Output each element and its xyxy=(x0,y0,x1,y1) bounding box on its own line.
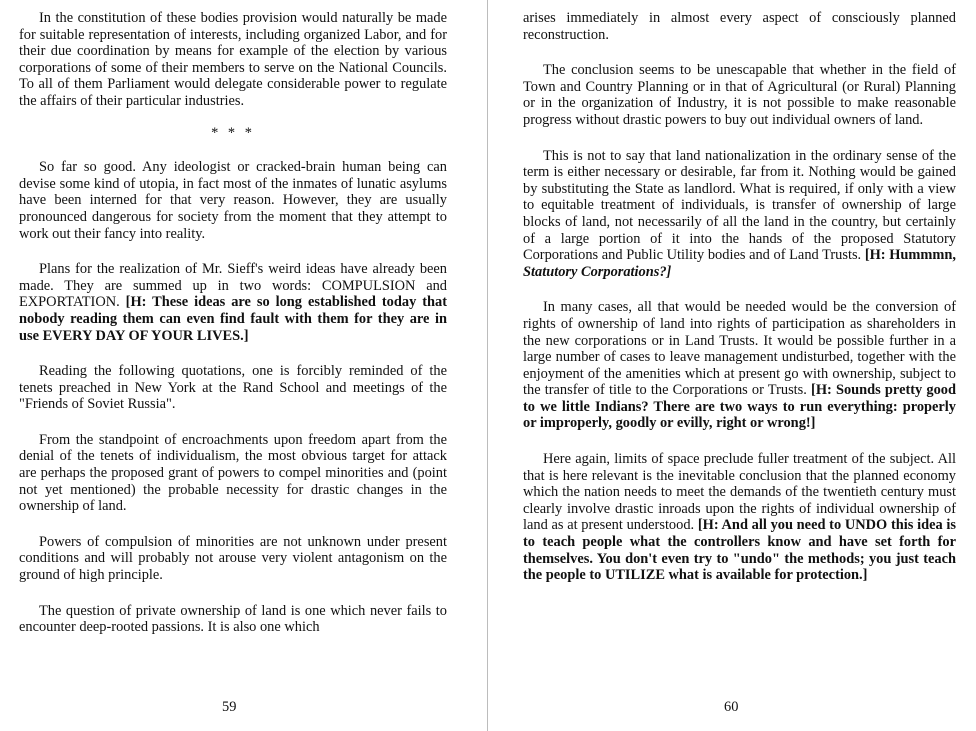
page-number-right: 60 xyxy=(724,699,739,715)
left-paragraph-5: From the standpoint of encroachments upon freedom apart from the denial of the tenets of individualism, the most obvious target for attack are perhaps the proposed grant of powers to compel minorities and (point not yet mentioned) the probable necessity for drastic changes in the ownership of land. xyxy=(19,431,447,515)
left-paragraph-2: So far so good. Any ideologist or cracked-brain human being can devise some kind of utopia, in fact most of the inmates of lunatic asylums have been interned for that very reason. However, they are usually pronounced dangerous for society from the moment that they attempt to work out their fancy into reality. xyxy=(19,159,447,242)
paragraph-text: This is not to say that land nationalization in the ordinary sense of the term is either necessary or desirable, far from it. Nothing would be gained by substituting the State as landlord. What is required, if only with a view to equitable treatment of individuals, is transfer of ownership of large blocks of land, not necessarily of all the land in the country, but certainly of a large portion of it into the hands of the proposed Statutory Corporations and Public Utility bodies and of Land Trusts. xyxy=(523,147,956,264)
paragraph-text: Plans for the realization of Mr. Sieff's weird ideas have already been made. They are summed up in two words: COMPULSION and EXPORTATION. xyxy=(19,261,447,311)
editor-note: [H: Hummmn, xyxy=(864,247,956,264)
paragraph-text: In many cases, all that would be needed would be the conversion of rights of ownership of land into rights of participation as shareholders in the new corporations or in Land Trusts. It would be possible further in a large number of cases to leave management undisturbed, together with the enjoyment of the amenities which at present go with ownership, subject to the transfer of title to the Corporations or Trusts. xyxy=(523,299,956,399)
left-paragraph-7: The question of private ownership of land is one which never fails to encounter deep-rooted passions. It is also one which xyxy=(19,602,447,636)
editor-note: [H: These ideas are so long established today that nobody reading them can even find fault with them for they are in use EVERY DAY OF YOUR LIVES.] xyxy=(19,294,447,344)
left-paragraph-4: Reading the following quotations, one is forcibly reminded of the tenets preached in New York at the Rand School and meetings of the "Friends of Soviet Russia". xyxy=(19,363,447,413)
left-paragraph-6: Powers of compulsion of minorities are not unknown under present conditions and will probably not arouse very violent antagonism on the ground of high principle. xyxy=(19,533,447,584)
editor-note: [H: And all you need to UNDO this idea is to teach people what the controllers know and have set forth for themselves. You don't even try to "undo" the methods; you just teach the people to UTILIZE what is available for protection.] xyxy=(523,517,956,584)
left-paragraph-3 xyxy=(19,261,447,344)
right-paragraph-4 xyxy=(523,299,956,432)
left-page xyxy=(19,10,447,655)
editor-note: [H: Sounds pretty good to we little Indians? There are two ways to run everything: properly or improperly, goodly or evilly, right or wrong!] xyxy=(523,382,956,432)
right-page xyxy=(523,10,956,603)
paragraph-text: Here again, limits of space preclude fuller treatment of the subject. All that is here relevant is the inevitable conclusion that the planned economy which the nation needs to meet the demands of the twentieth century must clearly involve drastic inroads upon the rights of individual ownership of land as at present understood. xyxy=(523,451,956,534)
right-paragraph-3 xyxy=(523,148,956,281)
right-paragraph-1: arises immediately in almost every aspect of consciously planned reconstruction. xyxy=(523,10,956,43)
left-paragraph-1: In the constitution of these bodies provision would naturally be made for suitable representation of interests, including organized Labor, and for their due coordination by means for example of the election by various corporations of some of their members to serve on the National Councils. To all of them Parliament would delegate considerable power to regulate the affairs of their particular industries. xyxy=(19,10,447,109)
right-paragraph-5 xyxy=(523,451,956,584)
section-separator: * * * xyxy=(211,124,255,141)
editor-note-italic: Statutory Corporations?] xyxy=(523,263,672,280)
page-gutter xyxy=(487,0,488,731)
page-number-left: 59 xyxy=(222,699,237,715)
right-paragraph-2: The conclusion seems to be unescapable that whether in the field of Town and Country Planning or in that of Agricultural (or Rural) Planning or in the organization of Industry, it is not possible to make reasonable progress without drastic powers to buy out individual owners of land. xyxy=(523,62,956,128)
